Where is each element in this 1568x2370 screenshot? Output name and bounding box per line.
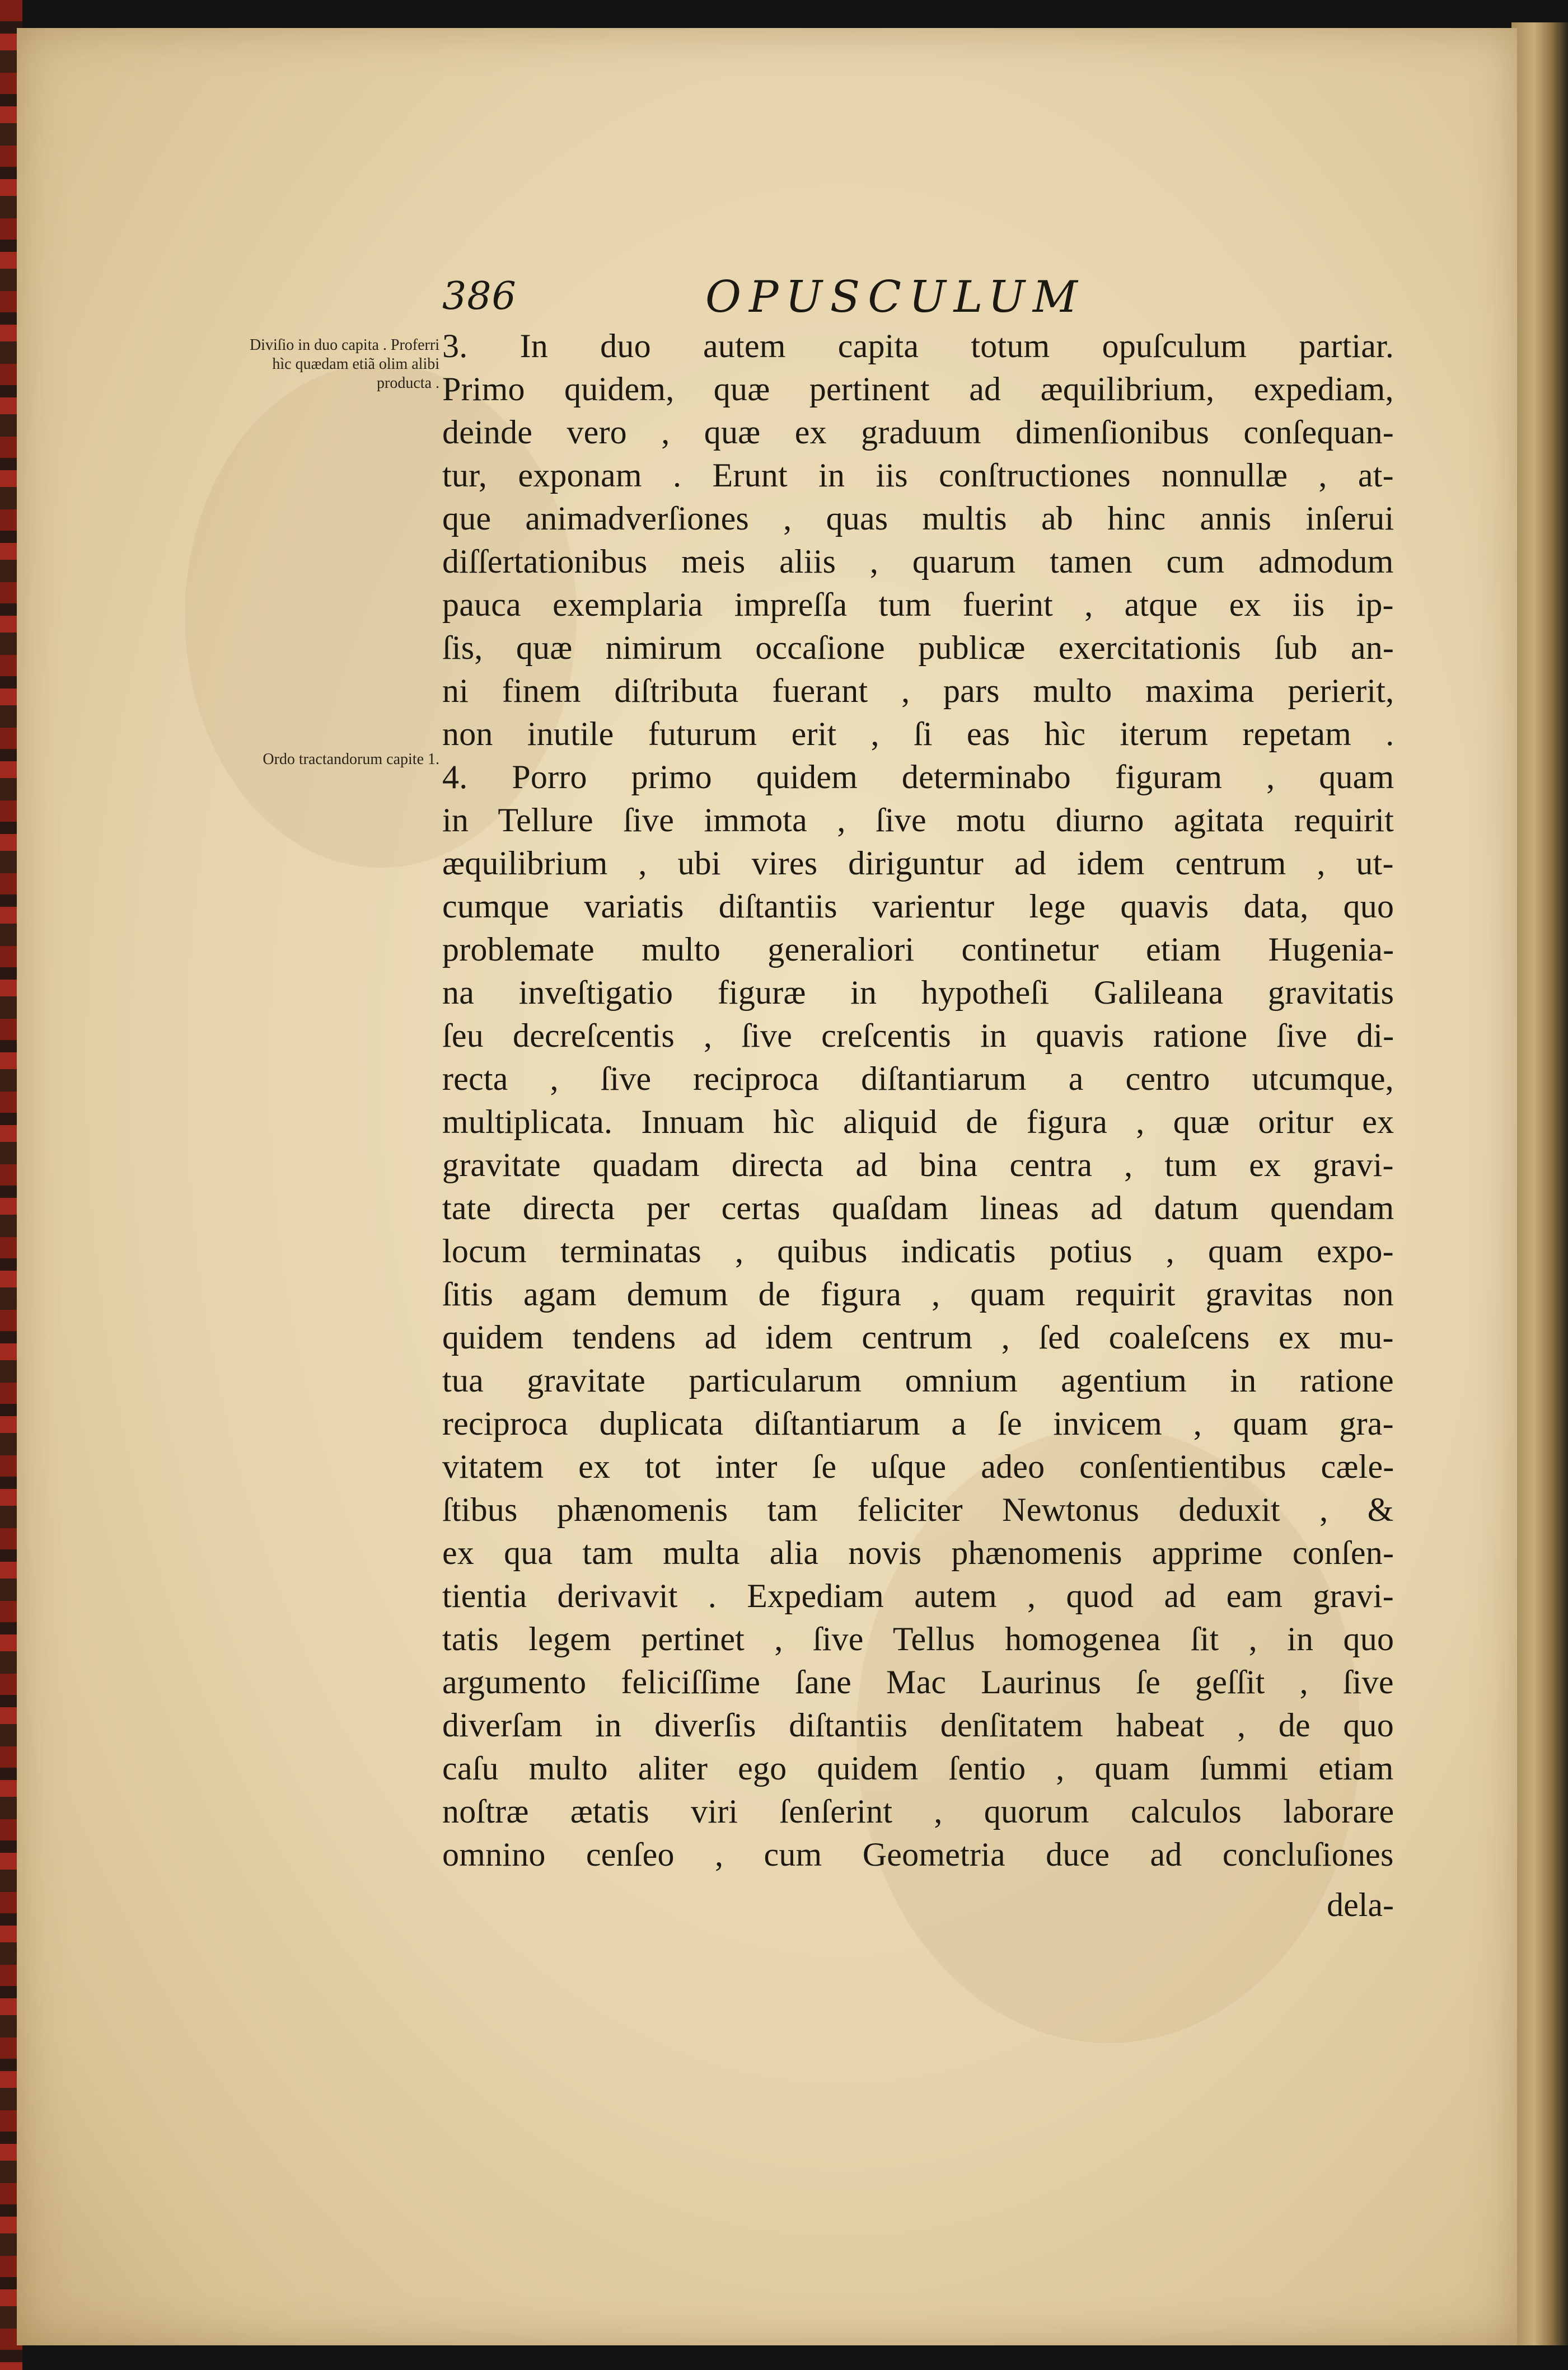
text-line: ſitis agam demum de figura , quam requirit gravitas non bbox=[442, 1276, 1394, 1313]
text-line: deinde vero , quæ ex graduum dimenſionibus conſequan- bbox=[442, 414, 1394, 451]
page-header bbox=[442, 274, 1394, 330]
text-line: ex qua tam multa alia novis phænomenis apprime conſen- bbox=[442, 1534, 1394, 1571]
text-line: 3. In duo autem capita totum opuſculum partiar. bbox=[442, 327, 1394, 364]
text-line: argumento feliciſſime ſane Mac Laurinus ſe geſſit , ſive bbox=[442, 1664, 1394, 1701]
text-line: Primo quidem, quæ pertinent ad æquilibrium, expediam, bbox=[442, 371, 1394, 408]
text-line: tatis legem pertinet , ſive Tellus homogenea ſit , in quo bbox=[442, 1620, 1394, 1657]
text-line: tate directa per certas quaſdam lineas ad datum quendam bbox=[442, 1189, 1394, 1226]
text-line: noſtræ ætatis viri ſenſerint , quorum calculos laborare bbox=[442, 1793, 1394, 1830]
text-line: non inutile futurum erit , ſi eas hìc iterum repetam . bbox=[442, 715, 1394, 752]
text-line: in Tellure ſive immota , ſive motu diurno agitata requirit bbox=[442, 802, 1394, 839]
text-line: cumque variatis diſtantiis varientur lege quavis data, quo bbox=[442, 888, 1394, 925]
margin-note: Diviſio in duo capita . Proferri hìc quædam etiã olim alibi producta . bbox=[249, 336, 439, 392]
text-line: tientia derivavit . Expediam autem , quod ad eam gravi- bbox=[442, 1577, 1394, 1614]
text-line: pauca exemplaria impreſſa tum fuerint , atque ex iis ip- bbox=[442, 586, 1394, 623]
text-line: omnino cenſeo , cum Geometria duce ad concluſiones bbox=[442, 1836, 1394, 1873]
text-line: gravitate quadam directa ad bina centra , tum ex gravi- bbox=[442, 1146, 1394, 1183]
text-line: æquilibrium , ubi vires diriguntur ad idem centrum , ut- bbox=[442, 845, 1394, 882]
text-line: diverſam in diverſis diſtantiis denſitatem habeat , de quo bbox=[442, 1707, 1394, 1744]
text-line: ſeu decreſcentis , ſive creſcentis in quavis ratione ſive di- bbox=[442, 1017, 1394, 1054]
text-line: ſis, quæ nimirum occaſione publicæ exercitationis ſub an- bbox=[442, 629, 1394, 666]
text-line: reciproca duplicata diſtantiarum a ſe invicem , quam gra- bbox=[442, 1405, 1394, 1442]
running-title: OPUSCULUM bbox=[705, 272, 1085, 322]
text-line: caſu multo aliter ego quidem ſentio , quam ſummi etiam bbox=[442, 1750, 1394, 1787]
page-number: 386 bbox=[442, 274, 517, 319]
text-line: vitatem ex tot inter ſe uſque adeo conſentientibus cæle- bbox=[442, 1448, 1394, 1485]
text-line: locum terminatas , quibus indicatis potius , quam expo- bbox=[442, 1233, 1394, 1270]
text-line: quidem tendens ad idem centrum , ſed coaleſcens ex mu- bbox=[442, 1319, 1394, 1356]
text-line: diſſertationibus meis aliis , quarum tamen cum admodum bbox=[442, 543, 1394, 580]
text-line: tur, exponam . Erunt in iis conſtructiones nonnullæ , at- bbox=[442, 457, 1394, 494]
text-line: tua gravitate particularum omnium agentium in ratione bbox=[442, 1362, 1394, 1399]
body-text bbox=[442, 325, 1394, 1876]
text-line: 4. Porro primo quidem determinabo figuram , quam bbox=[442, 758, 1394, 795]
text-line: problemate multo generaliori continetur etiam Hugenia- bbox=[442, 931, 1394, 968]
text-line: na inveſtigatio figuræ in hypotheſi Galileana gravitatis bbox=[442, 974, 1394, 1011]
text-line: ni finem diſtributa fuerant , pars multo maxima perierit, bbox=[442, 672, 1394, 709]
text-line: recta , ſive reciproca diſtantiarum a centro utcumque, bbox=[442, 1060, 1394, 1097]
catchword: dela- bbox=[1327, 1886, 1394, 1923]
adjacent-page-edge bbox=[1511, 22, 1568, 2345]
text-line: que animadverſiones , quas multis ab hinc annis inſerui bbox=[442, 500, 1394, 537]
text-line: ſtibus phænomenis tam feliciter Newtonus deduxit , & bbox=[442, 1491, 1394, 1528]
text-line: multiplicata. Innuam hìc aliquid de figura , quæ oritur ex bbox=[442, 1103, 1394, 1140]
margin-note: Ordo tractandorum capite 1. bbox=[263, 751, 439, 768]
